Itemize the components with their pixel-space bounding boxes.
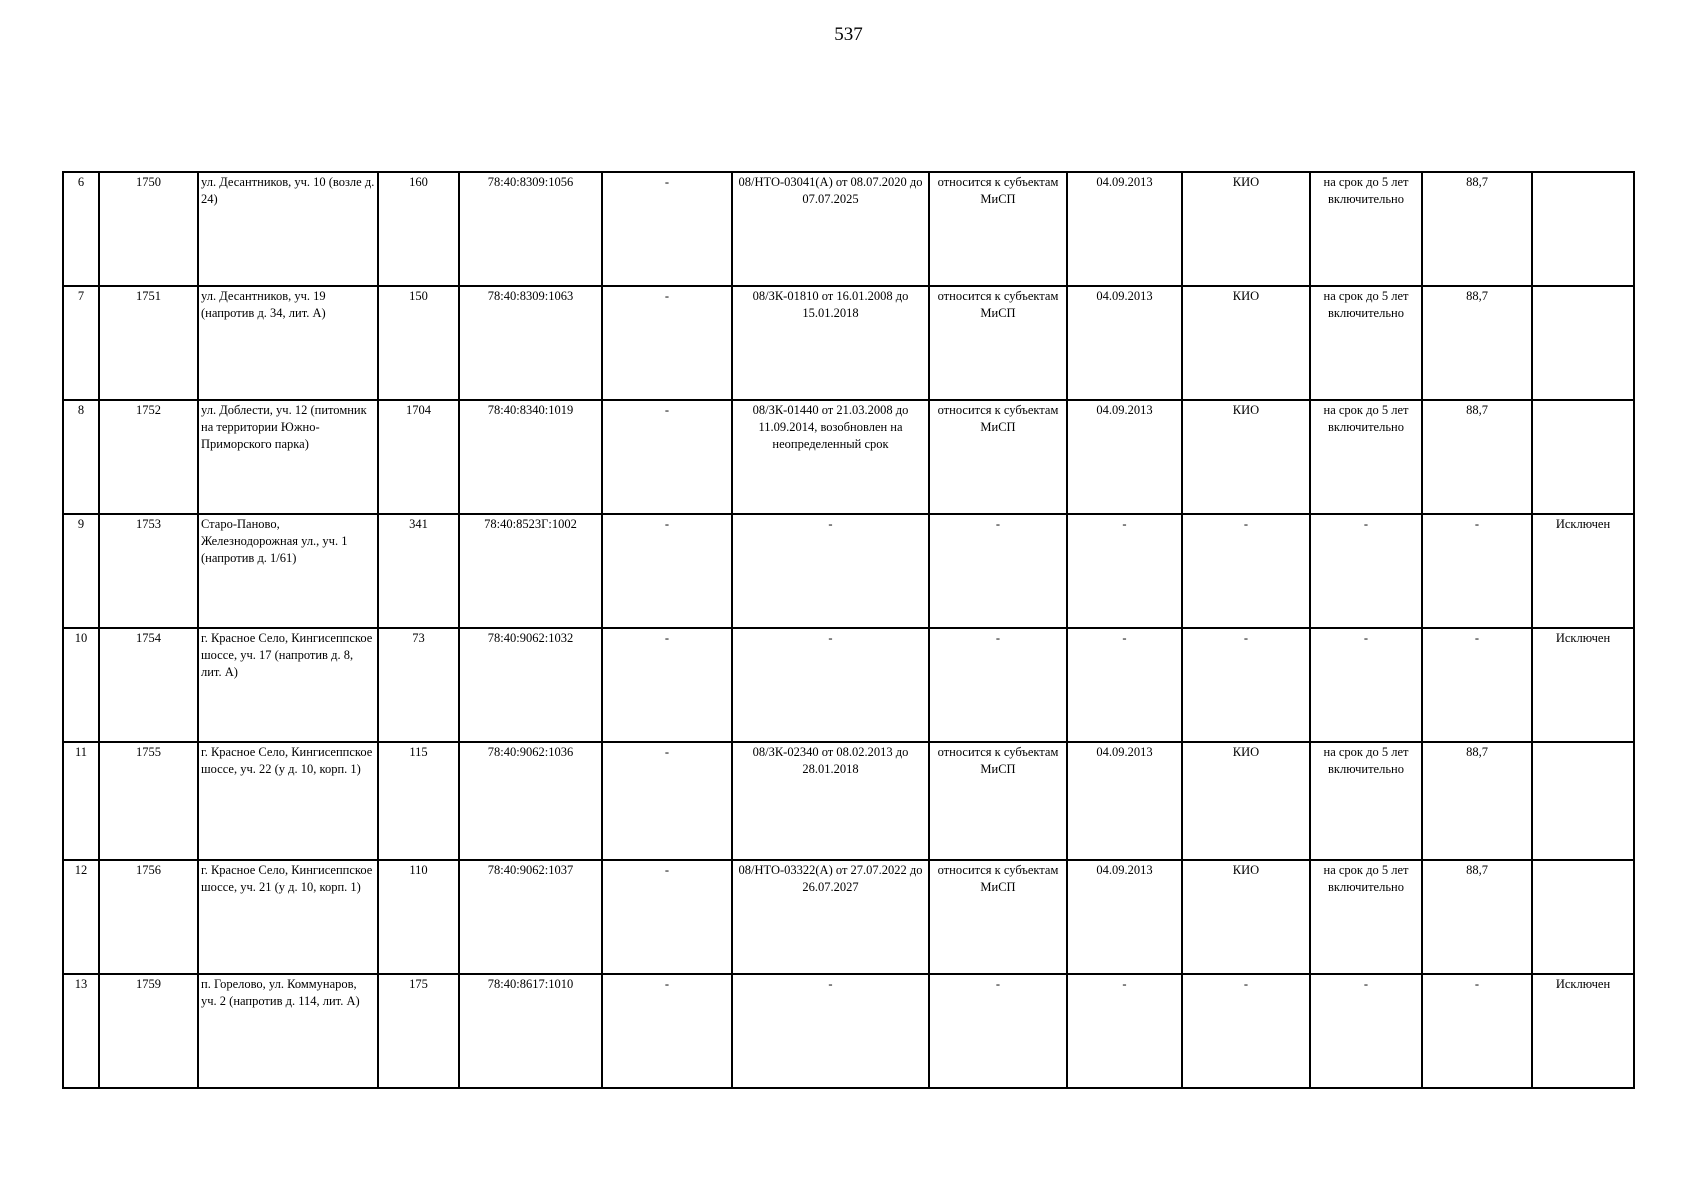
row-number-cell: 6 xyxy=(63,172,99,286)
note-cell xyxy=(1532,172,1634,286)
dash-cell: - xyxy=(602,860,732,974)
item-id-cell: 1754 xyxy=(99,628,198,742)
organization-cell: КИО xyxy=(1182,400,1310,514)
value-cell: - xyxy=(1422,514,1532,628)
dash-cell: - xyxy=(602,514,732,628)
value-cell: 88,7 xyxy=(1422,860,1532,974)
address-cell: г. Красное Село, Кингисеппское шоссе, уч. 22 (у д. 10, корп. 1) xyxy=(198,742,378,860)
address-cell: ул. Доблести, уч. 12 (питомник на территории Южно-Приморского парка) xyxy=(198,400,378,514)
date-cell: 04.09.2013 xyxy=(1067,286,1182,400)
page-number: 537 xyxy=(834,24,863,45)
organization-cell: КИО xyxy=(1182,172,1310,286)
term-cell: на срок до 5 лет включительно xyxy=(1310,172,1422,286)
dash-cell: - xyxy=(602,172,732,286)
organization-cell: КИО xyxy=(1182,742,1310,860)
note-cell xyxy=(1532,860,1634,974)
table-body xyxy=(63,172,1634,1088)
date-cell: 04.09.2013 xyxy=(1067,742,1182,860)
registry-table xyxy=(62,171,1635,1089)
area-cell: 150 xyxy=(378,286,459,400)
value-cell: 88,7 xyxy=(1422,286,1532,400)
table-row xyxy=(63,974,1634,1088)
organization-cell: КИО xyxy=(1182,286,1310,400)
organization-cell: КИО xyxy=(1182,860,1310,974)
item-id-cell: 1756 xyxy=(99,860,198,974)
cadastral-number-cell: 78:40:8340:1019 xyxy=(459,400,602,514)
area-cell: 341 xyxy=(378,514,459,628)
table-row xyxy=(63,514,1634,628)
value-cell: - xyxy=(1422,628,1532,742)
date-cell: 04.09.2013 xyxy=(1067,172,1182,286)
dash-cell: - xyxy=(602,628,732,742)
contract-cell: - xyxy=(732,628,929,742)
cadastral-number-cell: 78:40:8617:1010 xyxy=(459,974,602,1088)
term-cell: - xyxy=(1310,974,1422,1088)
table-row xyxy=(63,628,1634,742)
row-number-cell: 13 xyxy=(63,974,99,1088)
note-cell xyxy=(1532,286,1634,400)
date-cell: - xyxy=(1067,514,1182,628)
date-cell: - xyxy=(1067,628,1182,742)
row-number-cell: 10 xyxy=(63,628,99,742)
dash-cell: - xyxy=(602,400,732,514)
term-cell: - xyxy=(1310,628,1422,742)
address-cell: п. Горелово, ул. Коммунаров, уч. 2 (напротив д. 114, лит. А) xyxy=(198,974,378,1088)
note-cell: Исключен xyxy=(1532,514,1634,628)
address-cell: г. Красное Село, Кингисеппское шоссе, уч. 17 (напротив д. 8, лит. А) xyxy=(198,628,378,742)
table-row xyxy=(63,286,1634,400)
category-cell: относится к субъектам МиСП xyxy=(929,742,1067,860)
row-number-cell: 8 xyxy=(63,400,99,514)
term-cell: - xyxy=(1310,514,1422,628)
cadastral-number-cell: 78:40:8309:1063 xyxy=(459,286,602,400)
note-cell: Исключен xyxy=(1532,628,1634,742)
area-cell: 110 xyxy=(378,860,459,974)
cadastral-number-cell: 78:40:9062:1036 xyxy=(459,742,602,860)
area-cell: 115 xyxy=(378,742,459,860)
item-id-cell: 1759 xyxy=(99,974,198,1088)
area-cell: 1704 xyxy=(378,400,459,514)
cadastral-number-cell: 78:40:8309:1056 xyxy=(459,172,602,286)
category-cell: - xyxy=(929,514,1067,628)
item-id-cell: 1753 xyxy=(99,514,198,628)
area-cell: 160 xyxy=(378,172,459,286)
contract-cell: 08/НТО-03322(А) от 27.07.2022 до 26.07.2027 xyxy=(732,860,929,974)
address-cell: г. Красное Село, Кингисеппское шоссе, уч. 21 (у д. 10, корп. 1) xyxy=(198,860,378,974)
contract-cell: - xyxy=(732,514,929,628)
row-number-cell: 12 xyxy=(63,860,99,974)
area-cell: 73 xyxy=(378,628,459,742)
organization-cell: - xyxy=(1182,514,1310,628)
item-id-cell: 1750 xyxy=(99,172,198,286)
date-cell: 04.09.2013 xyxy=(1067,860,1182,974)
dash-cell: - xyxy=(602,742,732,860)
contract-cell: 08/НТО-03041(А) от 08.07.2020 до 07.07.2025 xyxy=(732,172,929,286)
contract-cell: 08/ЗК-01440 от 21.03.2008 до 11.09.2014, возобновлен на неопределенный срок xyxy=(732,400,929,514)
note-cell: Исключен xyxy=(1532,974,1634,1088)
category-cell: - xyxy=(929,974,1067,1088)
row-number-cell: 9 xyxy=(63,514,99,628)
value-cell: 88,7 xyxy=(1422,172,1532,286)
area-cell: 175 xyxy=(378,974,459,1088)
item-id-cell: 1751 xyxy=(99,286,198,400)
term-cell: на срок до 5 лет включительно xyxy=(1310,286,1422,400)
value-cell: 88,7 xyxy=(1422,742,1532,860)
table-row xyxy=(63,742,1634,860)
cadastral-number-cell: 78:40:9062:1032 xyxy=(459,628,602,742)
term-cell: на срок до 5 лет включительно xyxy=(1310,860,1422,974)
note-cell xyxy=(1532,742,1634,860)
table-row xyxy=(63,172,1634,286)
item-id-cell: 1752 xyxy=(99,400,198,514)
category-cell: - xyxy=(929,628,1067,742)
date-cell: 04.09.2013 xyxy=(1067,400,1182,514)
date-cell: - xyxy=(1067,974,1182,1088)
category-cell: относится к субъектам МиСП xyxy=(929,172,1067,286)
value-cell: - xyxy=(1422,974,1532,1088)
row-number-cell: 7 xyxy=(63,286,99,400)
category-cell: относится к субъектам МиСП xyxy=(929,400,1067,514)
dash-cell: - xyxy=(602,974,732,1088)
cadastral-number-cell: 78:40:9062:1037 xyxy=(459,860,602,974)
cadastral-number-cell: 78:40:8523Г:1002 xyxy=(459,514,602,628)
table-row xyxy=(63,400,1634,514)
organization-cell: - xyxy=(1182,974,1310,1088)
table-row xyxy=(63,860,1634,974)
contract-cell: 08/ЗК-01810 от 16.01.2008 до 15.01.2018 xyxy=(732,286,929,400)
address-cell: Старо-Паново, Железнодорожная ул., уч. 1 (напротив д. 1/61) xyxy=(198,514,378,628)
contract-cell: 08/ЗК-02340 от 08.02.2013 до 28.01.2018 xyxy=(732,742,929,860)
contract-cell: - xyxy=(732,974,929,1088)
term-cell: на срок до 5 лет включительно xyxy=(1310,742,1422,860)
organization-cell: - xyxy=(1182,628,1310,742)
term-cell: на срок до 5 лет включительно xyxy=(1310,400,1422,514)
address-cell: ул. Десантников, уч. 10 (возле д. 24) xyxy=(198,172,378,286)
dash-cell: - xyxy=(602,286,732,400)
category-cell: относится к субъектам МиСП xyxy=(929,860,1067,974)
value-cell: 88,7 xyxy=(1422,400,1532,514)
row-number-cell: 11 xyxy=(63,742,99,860)
address-cell: ул. Десантников, уч. 19 (напротив д. 34, лит. А) xyxy=(198,286,378,400)
note-cell xyxy=(1532,400,1634,514)
item-id-cell: 1755 xyxy=(99,742,198,860)
category-cell: относится к субъектам МиСП xyxy=(929,286,1067,400)
